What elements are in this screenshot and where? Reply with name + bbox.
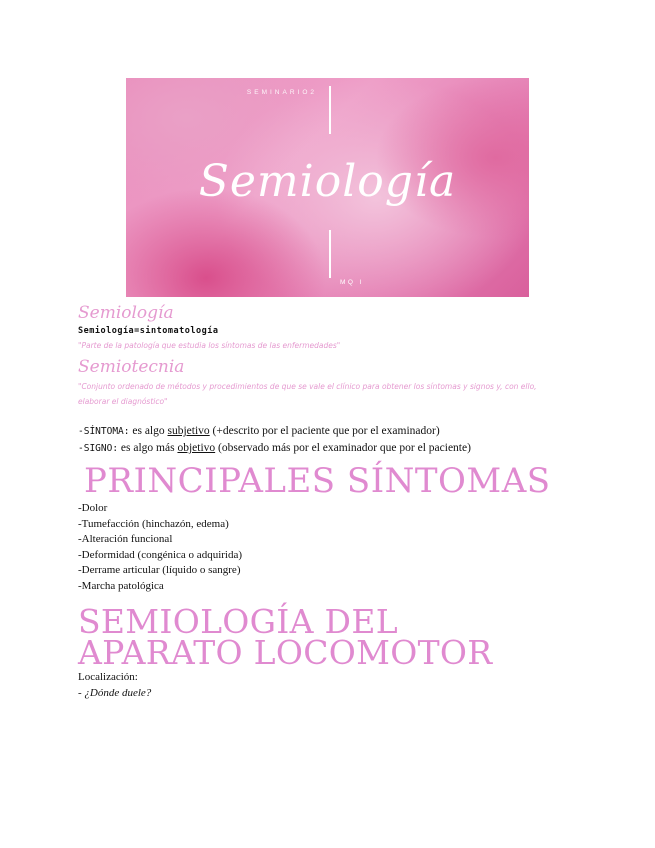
definition-pre: es algo <box>129 425 168 437</box>
definition-term: -SIGNO: <box>78 443 119 454</box>
semiotecnia-heading: Semiotecnia <box>78 357 185 377</box>
aparato-heading-line1: SEMIOLOGÍA DEL <box>78 602 398 641</box>
list-item: -Dolor <box>78 502 108 514</box>
aparato-heading-line2: APARATO LOCOMOTOR <box>78 633 493 672</box>
definition-post: (observado más por el examinador que por el paciente) <box>215 442 471 454</box>
semiotecnia-quote-line2: elaborar el diagnóstico" <box>78 397 168 406</box>
banner-title: Semiología <box>198 156 457 207</box>
localizacion-item: - ¿Dónde duele? <box>78 686 152 699</box>
banner-bottom-label: MQ I <box>340 279 365 286</box>
definition-pre: es algo más <box>118 442 178 454</box>
principales-heading: PRINCIPALES SÍNTOMAS <box>84 461 551 501</box>
localizacion-label: Localización: <box>78 671 138 683</box>
semiotecnia-quote-line1: "Conjunto ordenado de métodos y procedimientos de que se vale el clínico para obtener los síntomas y signos y, con ello, <box>78 382 537 391</box>
definition-underlined: subjetivo <box>167 425 210 437</box>
document-body <box>78 302 595 701</box>
banner-divider-bottom <box>329 230 331 278</box>
definition-signo <box>78 440 595 457</box>
list-item: -Deformidad (congénica o adquirida) <box>78 548 243 561</box>
definition-underlined: objetivo <box>177 442 216 454</box>
definition-sintoma <box>78 423 595 440</box>
aparato-heading <box>78 602 595 672</box>
list-item: -Tumefacción (hinchazón, edema) <box>78 517 229 530</box>
semiologia-quote: "Parte de la patología que estudia los síntomas de las enfermedades" <box>78 341 341 350</box>
definition-post: (+descrito por el paciente que por el examinador) <box>209 425 440 437</box>
semiologia-equation: Semiología=sintomatología <box>78 326 219 336</box>
banner-divider-top <box>329 86 331 134</box>
definition-term: -SÍNTOMA: <box>78 426 130 437</box>
banner-kicker: SEMINARIO2 <box>246 89 317 96</box>
list-item: -Alteración funcional <box>78 533 173 545</box>
list-item: -Marcha patológica <box>78 579 164 592</box>
list-item: -Derrame articular (líquido o sangre) <box>78 564 241 576</box>
semiologia-heading: Semiología <box>78 303 174 323</box>
cover-banner <box>126 78 529 297</box>
principales-list <box>78 501 595 594</box>
